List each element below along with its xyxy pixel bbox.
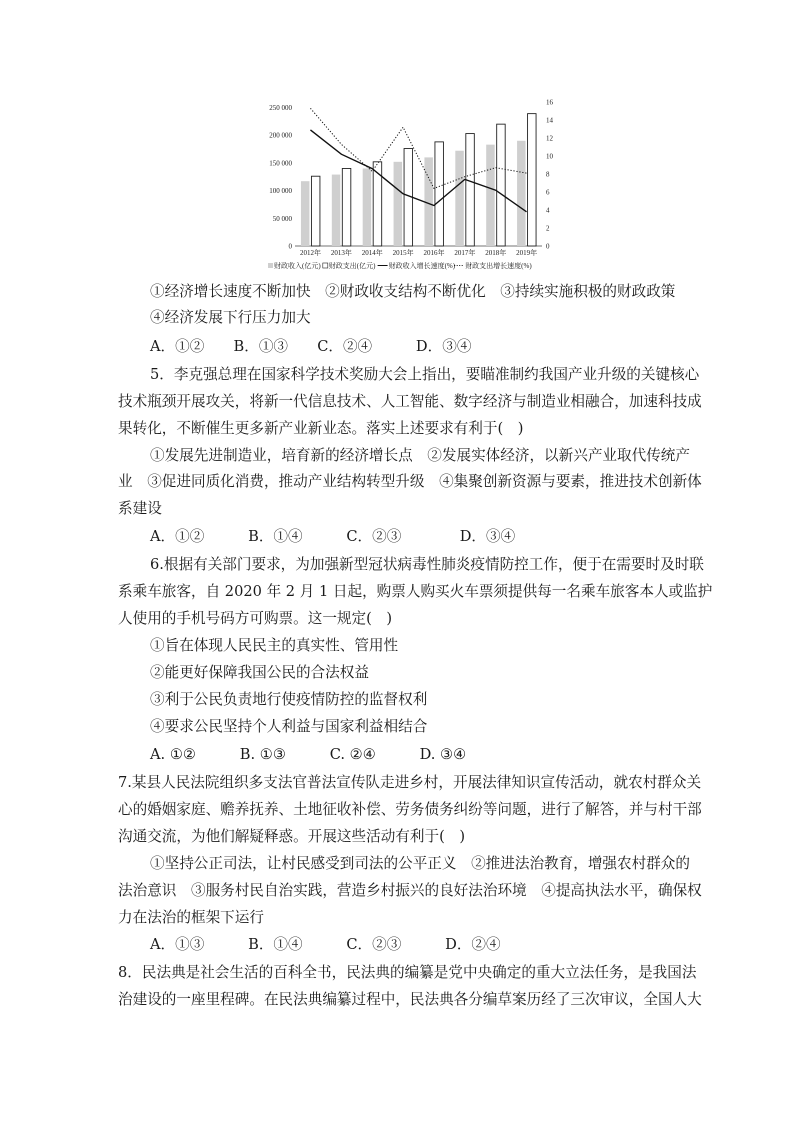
text-line: 心的婚姻家庭、赡养抚养、土地征收补偿、劳务债务纠纷等问题，进行了解答，并与村干部 (118, 801, 702, 818)
bar (363, 168, 372, 246)
legend-swatch (323, 263, 328, 268)
text-line: 力在法治的框架下运行 (118, 909, 264, 926)
text-line: A．①③ B．①④ C．②③ D．②④ (150, 936, 501, 953)
x-tick-label: 2015年 (392, 249, 414, 257)
text-line: 系建设 (118, 500, 162, 517)
text-line: 治建设的一座里程碑。在民法典编纂过程中，民法典各分编草案历经了三次审议，全国人大 (118, 991, 702, 1008)
text-line: 业 ③促进同质化消费，推动产业结构转型升级 ④集聚创新资源与要素，推进技术创新体 (118, 473, 702, 490)
left-tick-label: 50 000 (272, 214, 292, 223)
right-tick-label: 4 (546, 206, 550, 215)
text-line: ①发展先进制造业，培育新的经济增长点 ②发展实体经济，以新兴产业取代传统产 (150, 447, 690, 464)
right-tick-label: 10 (546, 152, 553, 161)
text-line: 沟通交流，为他们解疑释惑。开展这些活动有利于( ) (118, 828, 466, 845)
bar (394, 162, 403, 246)
bar (435, 142, 444, 246)
right-tick-label: 6 (546, 188, 550, 197)
text-line: 人使用的手机号码方可购票。这一规定( ) (118, 610, 393, 627)
right-tick-label: 16 (546, 98, 553, 107)
left-tick-label: 250 000 (269, 104, 292, 113)
text-line: 5．李克强总理在国家科学技术奖励大会上指出，要瞄准制约我国产业升级的关键核心 (150, 366, 700, 383)
text-line: 8．民法典是社会生活的百科全书，民法典的编纂是党中央确定的重大立法任务，是我国法 (118, 964, 697, 981)
bar (497, 124, 506, 246)
text-line: ②能更好保障我国公民的合法权益 (150, 664, 369, 681)
bar (528, 114, 537, 246)
bar (301, 181, 310, 246)
right-tick-label: 14 (546, 116, 553, 125)
x-tick-label: 2019年 (516, 249, 538, 257)
text-line: 7.某县人民法院组织多支法官普法宣传队走进乡村，开展法律知识宣传活动，就农村群众关 (118, 774, 702, 791)
legend-label: 财政收入(亿元) (274, 262, 321, 270)
text-line: ④经济发展下行压力加大 (150, 309, 311, 326)
legend-label: 财政支出增长速度(%) (465, 262, 532, 270)
legend-label: 财政支出(亿元) (328, 262, 376, 270)
x-tick-label: 2017年 (454, 249, 476, 257)
bar (486, 145, 495, 246)
chart-bars (301, 114, 536, 246)
chart-legend (268, 261, 532, 270)
right-tick-label: 8 (546, 170, 550, 179)
left-tick-label: 100 000 (269, 187, 292, 196)
x-tick-label: 2014年 (361, 249, 383, 257)
bar (455, 151, 464, 246)
left-tick-label: 150 000 (269, 159, 292, 168)
text-line: A. ①② B. ①③ C. ②④ D. ③④ (150, 746, 467, 763)
bar (311, 176, 320, 246)
x-tick-label: 2018年 (485, 249, 507, 257)
text-line: 技术瓶颈开展攻关，将新一代信息技术、人工智能、数字经济与制造业相融合，加速科技成 (118, 393, 702, 410)
text-line: 法治意识 ③服务村民自治实践，营造乡村振兴的良好法治环境 ④提高执法水平，确保权 (118, 882, 702, 899)
bar (517, 141, 526, 246)
bar (342, 168, 351, 246)
legend-label: 财政收入增长速度(%) (388, 262, 456, 270)
x-tick-label: 2012年 (299, 249, 321, 257)
text-line: 系乘车旅客，自 2020 年 2 月 1 日起，购票人购买火车票须提供每一名乘车旅客本人或监护 (118, 583, 713, 600)
text-line: 果转化，不断催生更多新产业新业态。落实上述要求有利于( ) (118, 420, 524, 437)
text-line: 6.根据有关部门要求，为加强新型冠状病毒性肺炎疫情防控工作，便于在需要时及时联 (150, 556, 704, 573)
text-line: A．①② B．①④ C．②③ D．③④ (150, 528, 516, 545)
x-tick-label: 2013年 (330, 249, 352, 257)
text-line: A．①② B．①③ C．②④ D．③④ (150, 338, 472, 355)
bar (466, 134, 475, 246)
text-line: ①旨在体现人民民主的真实性、管用性 (150, 637, 399, 654)
right-tick-label: 2 (546, 224, 550, 233)
right-tick-label: 0 (546, 242, 550, 251)
legend-swatch (268, 263, 273, 268)
left-tick-label: 200 000 (269, 131, 292, 140)
text-line: ①经济增长速度不断加快 ②财政收支结构不断优化 ③持续实施积极的财政政策 (150, 283, 676, 300)
x-tick-label: 2016年 (423, 249, 445, 257)
bar (332, 175, 341, 246)
fiscal-chart (250, 92, 580, 274)
text-line: ④要求公民坚持个人利益与国家利益相结合 (150, 718, 428, 735)
text-line: ③利于公民负责地行使疫情防控的监督权利 (150, 691, 428, 708)
text-line: ①坚持公正司法，让村民感受到司法的公平正义 ②推进法治教育，增强农村群众的 (150, 855, 690, 872)
left-tick-label: 0 (288, 242, 292, 251)
right-tick-label: 12 (546, 134, 553, 143)
